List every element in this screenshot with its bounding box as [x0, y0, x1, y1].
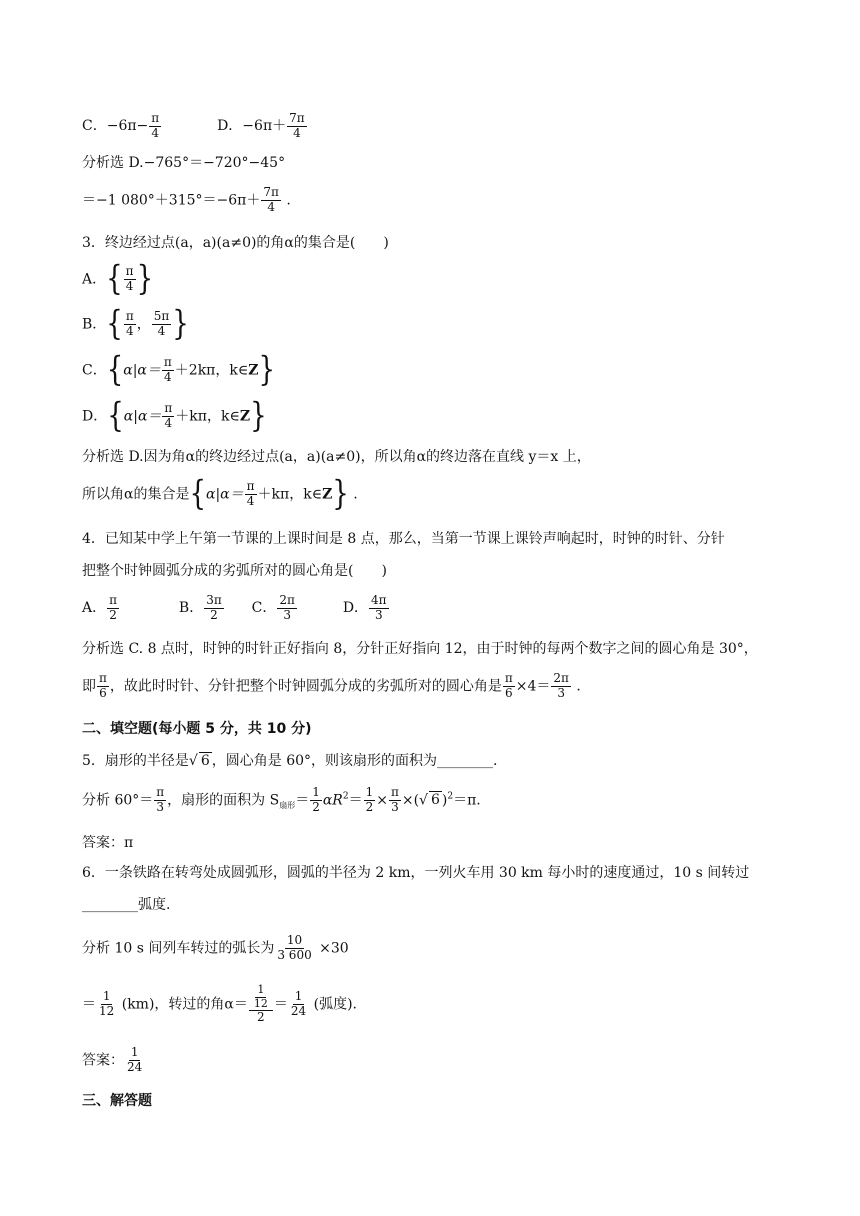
fraction: $\frac{1}{12}$: [253, 983, 268, 1010]
fraction: $\frac{1}{2}$: [365, 785, 374, 814]
q2-option-d: D．−6π＋ $\frac{7\pi}{4}$: [217, 111, 305, 140]
fraction: $\frac{\pi}{4}$: [246, 479, 255, 508]
section-heading-solutions: 三、解答题: [82, 1093, 152, 1109]
fraction: $\frac{\pi}{4}$: [164, 401, 173, 430]
q2-options: [82, 112, 308, 141]
q3-option-b: B．{ $\frac{\pi}{4}$ ， $\frac{5\pi}{4}$ }: [82, 304, 189, 344]
q4-option-d: D． $\frac{4\pi}{3}$: [342, 593, 387, 622]
fraction: $\frac{\pi}{4}$: [125, 264, 134, 293]
q3-analysis-line2: 所以角α的集合是{α|α＝ $\frac{\pi}{4}$ ＋kπ，k∈Z} .: [82, 474, 358, 514]
fraction: $\frac{1}{24}$: [127, 1045, 143, 1074]
q3-option-a: A．{ $\frac{\pi}{4}$ }: [82, 259, 154, 299]
complex-fraction: $\frac{\frac{1}{12}}{2}$: [249, 984, 273, 1025]
q6-analysis-line2: ＝ $\frac{1}{12}$ (km)，转过的角α＝ $\frac{\frac{1}{12}}{2}$ ＝ $\frac{1}{24}$ (弧度).: [82, 983, 357, 1025]
fraction: $\frac{\pi}{4}$: [151, 111, 160, 140]
fraction: $\frac{5\pi}{4}$: [153, 309, 170, 338]
fraction: $\frac{1}{24}$: [290, 989, 307, 1019]
q4-stem-line1: 4．已知某中学上午第一节课的上课时间是 8 点，那么，当第一节课上课铃声响起时，时钟的时针、分针: [82, 531, 725, 547]
q2-option-c: C．−6π− $\frac{\pi}{4}$: [82, 111, 160, 140]
fraction: $\frac{10}{3 600}$: [277, 933, 312, 962]
q4-option-c: C． $\frac{2\pi}{3}$: [251, 593, 295, 622]
fraction: $\frac{2\pi}{3}$: [553, 671, 569, 700]
q6-analysis-line1: 分析 10 s 间列车转过的弧长为 $\frac{10}{3 600}$ ×30: [82, 933, 349, 962]
q4-option-b: B． $\frac{3\pi}{2}$: [178, 593, 222, 622]
q5-stem: 5．扇形的半径是√ 6 ，圆心角是 60°，则该扇形的面积为________.: [82, 753, 498, 769]
q6-answer: 答案： $\frac{1}{24}$: [82, 1045, 143, 1074]
fraction: $\frac{7\pi}{4}$: [289, 111, 305, 140]
q4-analysis-line2: 即 $\frac{\pi}{6}$ ，故此时时针、分针把整个时钟圆弧分成的劣弧所对的圆心角是 $\frac{\pi}{6}$ ×4＝ $\frac{2\pi}{3}$ .: [82, 671, 581, 700]
fraction: $\frac{4\pi}{3}$: [371, 593, 387, 622]
q4-option-a: A． $\frac{\pi}{2}$: [82, 593, 118, 622]
fraction: $\frac{\pi}{2}$: [109, 593, 118, 622]
q3-option-d: D．{α|α＝ $\frac{\pi}{4}$ ＋kπ，k∈Z}: [82, 396, 267, 436]
section-heading-fill-in: 二、填空题(每小题 5 分，共 10 分): [82, 721, 312, 737]
q2-analysis-line2: ＝−1 080°＋315°＝−6π＋ $\frac{7\pi}{4}$ .: [82, 185, 291, 214]
fraction: $\frac{\pi}{3}$: [156, 785, 165, 814]
fraction: $\frac{2\pi}{3}$: [279, 593, 295, 622]
q6-stem-line2: ________弧度.: [82, 897, 171, 913]
q5-answer: 答案：π: [82, 835, 134, 851]
q2-analysis-line1: 分析选 D.−765°＝−720°−45°: [82, 155, 286, 171]
fraction: $\frac{\pi}{4}$: [125, 309, 134, 338]
fraction: $\frac{\pi}{3}$: [390, 785, 399, 814]
q3-stem: 3．终边经过点(a，a)(a≠0)的角α的集合是( ): [82, 235, 389, 251]
q5-analysis: 分析 60°＝ $\frac{\pi}{3}$ ，扇形的面积为 $S_{扇形}=$ $\frac{1}{2}$ $\alpha R^2=$ $\frac{1}{2}$ × $\frac{\pi}{3}$ ×(√ 6 )$^2$＝π.: [82, 785, 481, 814]
q3-analysis-line1: 分析选 D.因为角α的终边经过点(a，a)(a≠0)，所以角α的终边落在直线 y＝x 上，: [82, 449, 591, 465]
fraction: $\frac{1}{2}$: [312, 785, 320, 814]
fraction: $\frac{7\pi}{4}$: [263, 185, 279, 214]
fraction: $\frac{3\pi}{2}$: [206, 593, 222, 622]
q4-stem-line2: 把整个时钟圆弧分成的劣弧所对的圆心角是( ): [82, 563, 387, 579]
fraction: $\frac{\pi}{6}$: [99, 671, 107, 700]
q6-stem-line1: 6．一条铁路在转弯处成圆弧形，圆弧的半径为 2 km，一列火车用 30 km 每小时的速度通过，10 s 间转过: [82, 865, 750, 881]
q4-analysis-line1: 分析选 C. 8 点时，时钟的时针正好指向 8，分针正好指向 12，由于时钟的每两个数字之间的圆心角是 30°，: [82, 641, 758, 657]
q3-option-c: C．{α|α＝ $\frac{\pi}{4}$ ＋2kπ，k∈Z}: [82, 350, 276, 390]
fraction: $\frac{\pi}{6}$: [504, 671, 513, 700]
fraction: $\frac{1}{12}$: [99, 989, 115, 1019]
q4-options: [82, 594, 390, 623]
fraction: $\frac{\pi}{4}$: [163, 355, 172, 384]
